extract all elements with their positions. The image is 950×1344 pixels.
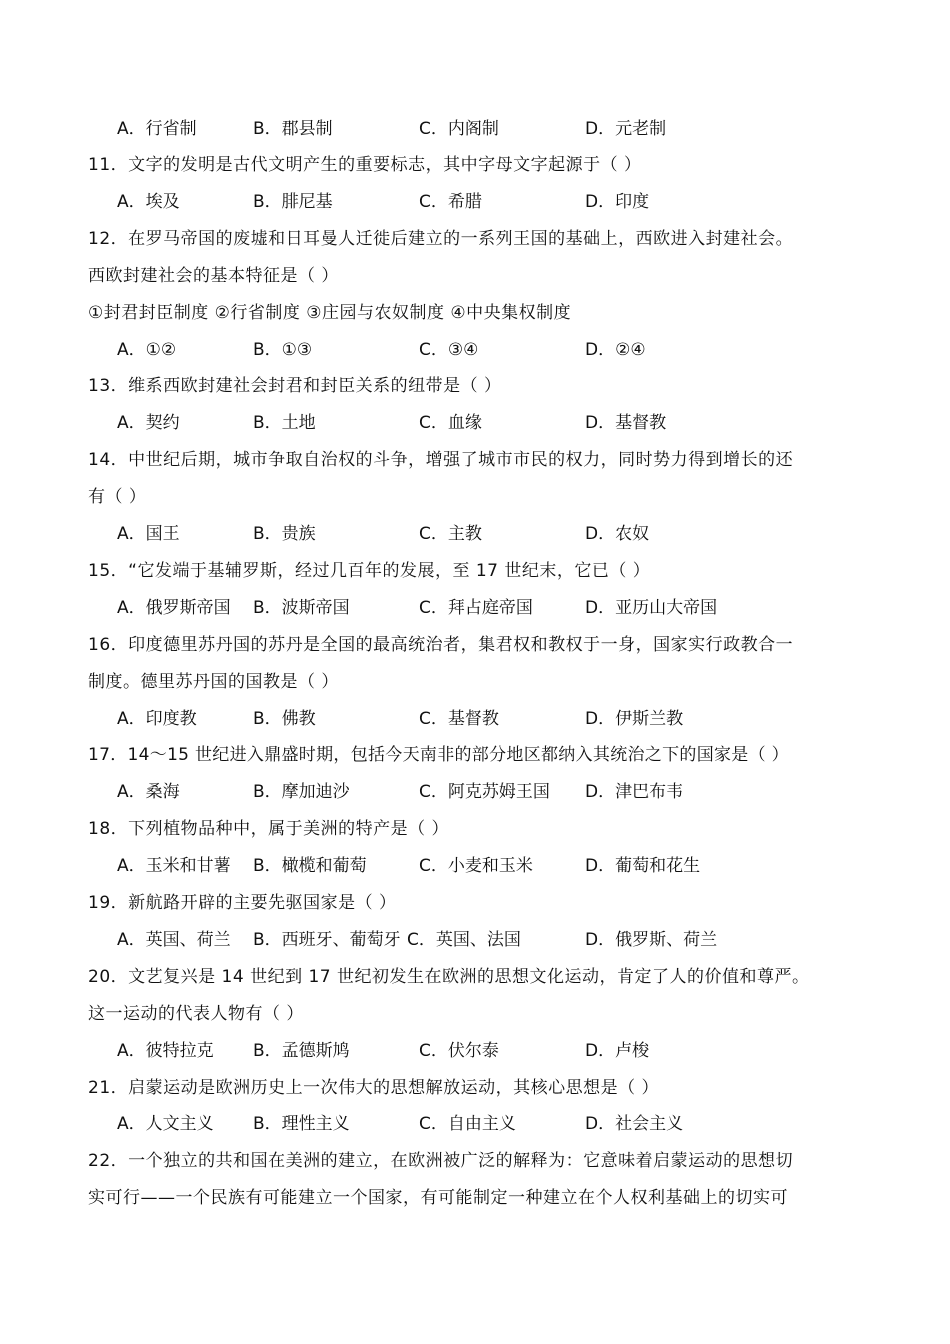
q18-option-c[interactable]: C．小麦和玉米 [419,856,533,876]
q16-option-a[interactable]: A．印度教 [117,709,197,729]
q14-option-d[interactable]: D．农奴 [585,524,650,544]
q19-option-a[interactable]: A．英国、荷兰 [117,930,231,950]
q22-stem-line-1: 22．一个独立的共和国在美洲的建立，在欧洲被广泛的解释为：它意味着启蒙运动的思想切 [88,1151,794,1171]
q11-option-a[interactable]: A．埃及 [117,192,180,212]
q11-option-d[interactable]: D．印度 [585,192,650,212]
q13-option-b[interactable]: B．土地 [253,413,316,433]
q19-option-d[interactable]: D．俄罗斯、荷兰 [585,930,718,950]
q12-stem-line-1: 12．在罗马帝国的废墟和日耳曼人迁徙后建立的一系列王国的基础上，西欧进入封建社会。 [88,229,794,249]
q14-stem-line-1: 14．中世纪后期，城市争取自治权的斗争，增强了城市市民的权力，同时势力得到增长的还 [88,450,794,470]
q13-stem: 13．维系西欧封建社会封君和封臣关系的纽带是（ ） [88,376,502,396]
q11-option-b[interactable]: B．腓尼基 [253,192,333,212]
q13-option-a[interactable]: A．契约 [117,413,180,433]
q20-options [117,1038,817,1064]
q10-option-d[interactable]: D．元老制 [585,119,667,139]
q14-option-a[interactable]: A．国王 [117,524,180,544]
q20-option-b[interactable]: B．孟德斯鸠 [253,1041,350,1061]
q12-option-a[interactable]: A．①② [117,340,177,360]
q22-stem-line-2: 实可行——一个民族有可能建立一个国家，有可能制定一种建立在个人权利基础上的切实可 [88,1188,788,1208]
q12-option-b[interactable]: B．①③ [253,340,313,360]
q20-option-c[interactable]: C．伏尔泰 [419,1041,499,1061]
q11-stem: 11．文字的发明是古代文明产生的重要标志，其中字母文字起源于（ ） [88,155,642,175]
q17-stem: 17．14～15 世纪进入鼎盛时期，包括今天南非的部分地区都纳入其统治之下的国家是（ ） [88,745,789,765]
q12-option-c[interactable]: C．③④ [419,340,479,360]
q17-option-a[interactable]: A．桑海 [117,782,180,802]
q17-option-c[interactable]: C．阿克苏姆王国 [419,782,550,802]
q13-option-c[interactable]: C．血缘 [419,413,482,433]
q10-option-a[interactable]: A．行省制 [117,119,197,139]
q14-option-c[interactable]: C．主教 [419,524,482,544]
q13-option-d[interactable]: D．基督教 [585,413,667,433]
q15-option-d[interactable]: D．亚历山大帝国 [585,598,718,618]
q20-option-d[interactable]: D．卢梭 [585,1041,650,1061]
q17-option-d[interactable]: D．津巴布韦 [585,782,684,802]
q21-stem: 21．启蒙运动是欧洲历史上一次伟大的思想解放运动，其核心思想是（ ） [88,1078,660,1098]
q12-option-d[interactable]: D．②④ [585,340,646,360]
q12-stem-line-2: 西欧封建社会的基本特征是（ ） [88,266,339,286]
q14-options [117,521,817,547]
q20-stem-line-2: 这一运动的代表人物有（ ） [88,1004,304,1024]
q16-option-d[interactable]: D．伊斯兰教 [585,709,684,729]
q21-option-d[interactable]: D．社会主义 [585,1114,684,1134]
q21-options [117,1111,817,1137]
q10-option-b[interactable]: B．郡县制 [253,119,333,139]
q21-option-a[interactable]: A．人文主义 [117,1114,214,1134]
q18-option-d[interactable]: D．葡萄和花生 [585,856,701,876]
q17-options [117,779,817,805]
q19-options [117,927,817,953]
q18-stem: 18．下列植物品种中，属于美洲的特产是（ ） [88,819,450,839]
q16-stem-line-1: 16．印度德里苏丹国的苏丹是全国的最高统治者，集君权和教权于一身，国家实行政教合一 [88,635,794,655]
q18-option-b[interactable]: B．橄榄和葡萄 [253,856,367,876]
q20-option-a[interactable]: A．彼特拉克 [117,1041,214,1061]
q12-statements: ①封君封臣制度 ②行省制度 ③庄园与农奴制度 ④中央集权制度 [88,303,572,323]
q19-option-b[interactable]: B．西班牙、葡萄牙 [253,930,401,950]
q14-stem-line-2: 有（ ） [88,487,147,507]
q16-stem-line-2: 制度。德里苏丹国的国教是（ ） [88,672,339,692]
q15-option-b[interactable]: B．波斯帝国 [253,598,350,618]
q19-stem: 19．新航路开辟的主要先驱国家是（ ） [88,893,397,913]
q10-options [117,116,817,142]
q12-options [117,337,817,363]
q13-options [117,410,817,436]
q18-option-a[interactable]: A．玉米和甘薯 [117,856,231,876]
q15-option-a[interactable]: A．俄罗斯帝国 [117,598,231,618]
q16-options [117,706,817,732]
q17-option-b[interactable]: B．摩加迪沙 [253,782,350,802]
q15-option-c[interactable]: C．拜占庭帝国 [419,598,533,618]
q15-stem: 15．“它发端于基辅罗斯，经过几百年的发展，至 17 世纪末，它已（ ） [88,561,651,581]
q10-option-c[interactable]: C．内阁制 [419,119,499,139]
q16-option-c[interactable]: C．基督教 [419,709,499,729]
q20-stem-line-1: 20．文艺复兴是 14 世纪到 17 世纪初发生在欧洲的思想文化运动，肯定了人的价值和尊严。 [88,967,810,987]
q21-option-c[interactable]: C．自由主义 [419,1114,516,1134]
q11-option-c[interactable]: C．希腊 [419,192,482,212]
q14-option-b[interactable]: B．贵族 [253,524,316,544]
q15-options [117,595,817,621]
q18-options [117,853,817,879]
q19-option-c[interactable]: C．英国、法国 [407,930,521,950]
q11-options [117,189,817,215]
q16-option-b[interactable]: B．佛教 [253,709,316,729]
q21-option-b[interactable]: B．理性主义 [253,1114,350,1134]
